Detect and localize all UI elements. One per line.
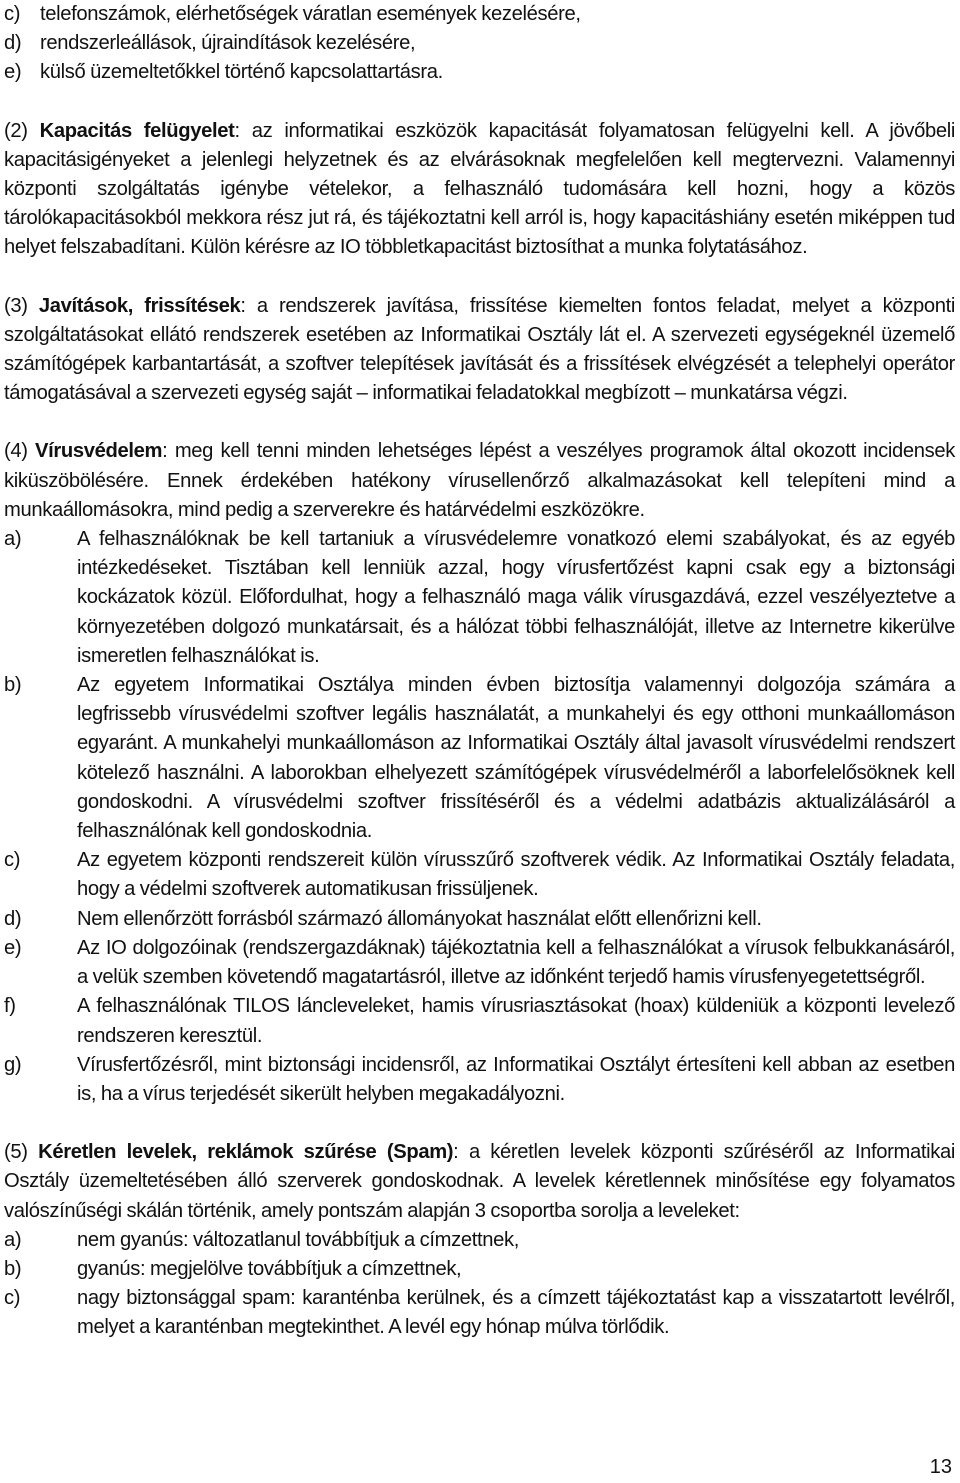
section-title: Kéretlen levelek, reklámok szűrése (Spam) — [38, 1141, 454, 1164]
section-4-list — [4, 525, 955, 1109]
list-item — [4, 29, 955, 58]
list-item — [4, 671, 955, 846]
section-title: Javítások, frissítések — [38, 294, 241, 317]
list-text: gyanús: megjelölve továbbítjuk a címzettnek, — [77, 1257, 462, 1280]
list-marker: f) — [4, 995, 16, 1018]
list-text: Az egyetem Informatikai Osztálya minden évben biztosítja valamennyi dolgozója számára a legfrissebb vírusvédelmi szoftver legális használatát, a munkahelyi és egy otthoni munkaállomáson egyaránt. A munkahelyi munkaállomáson az Informatikai Osztály által javasolt vírusvédelmi rendszert kötelező használni. A laborokban elhelyezett számítógépek vírusvédelméről a laborfelelősöknek kell gondoskodni. A vírusvédelmi szoftver frissítéséről és a védelmi adatbázis aktualizálásáról a felhasználónak kell gondoskodnia. — [77, 674, 955, 843]
list-item — [4, 905, 955, 934]
section-3-paragraph — [4, 292, 955, 409]
list-text: A felhasználónak TILOS láncleveleket, hamis vírusriasztásokat (hoax) küldeniük a központi levelező rendszeren keresztül. — [77, 995, 955, 1047]
section-body: meg kell tenni minden lehetséges lépést a veszélyes programok által okozott incidensek kiküszöbölésére. Ennek érdekében hatékony vírusellenőrző alkalmazásokat kell telepíteni mind a munkaállomásokra, mind pedig a szerverekre és határvédelmi eszközökre. — [4, 440, 956, 521]
list-marker: e) — [4, 936, 22, 959]
section-title: Kapacitás felügyelet — [39, 119, 235, 142]
list-marker: a) — [4, 528, 22, 551]
list-text: Az egyetem központi rendszereit külön vírusszűrő szoftverek védik. Az Informatikai Osztály feladata, hogy a védelmi szoftverek automatikusan frissüljenek. — [77, 849, 955, 901]
list-item — [4, 1051, 955, 1109]
list-item — [4, 934, 955, 992]
section-number: (4) — [4, 440, 28, 463]
section-body: a kéretlen levelek központi szűréséről az Informatikai Osztály üzemeltetésében álló szerverek gondoskodnak. A levelek kéretlennek minősítése egy folyamatos valószínűségi skálán történik, amely pontszám alapján 3 csoportba sorolja a leveleket: — [4, 1141, 955, 1222]
list-item — [4, 0, 955, 29]
list-item — [4, 846, 955, 904]
section-5-list — [4, 1226, 955, 1343]
list-text: külső üzemeltetőkkel történő kapcsolattartásra. — [40, 61, 443, 84]
section-5-paragraph — [4, 1138, 955, 1226]
section-title-separator: : — [162, 440, 168, 463]
document-body — [4, 0, 955, 1343]
page-number: 13 — [929, 1456, 952, 1478]
list-item — [4, 1284, 955, 1342]
section-number: (5) — [4, 1141, 28, 1164]
list-marker: d) — [4, 907, 22, 930]
section-title-separator: : — [234, 119, 240, 142]
section-title-separator: : — [453, 1141, 459, 1164]
section-number: (3) — [4, 294, 28, 317]
section-number: (2) — [4, 119, 28, 142]
list-text: Nem ellenőrzött forrásból származó állományokat használat előtt ellenőrizni kell. — [77, 907, 762, 930]
list-marker: a) — [4, 1228, 22, 1251]
list-text: telefonszámok, elérhetőségek váratlan események kezelésére, — [40, 3, 581, 25]
list-text: Az IO dolgozóinak (rendszergazdáknak) tájékoztatnia kell a felhasználókat a vírusok felbukkanásáról, a velük szemben követendő magatartásról, illetve az időnként terjedő hamis vírusfenyegetettségről. — [77, 936, 955, 989]
list-item — [4, 58, 955, 87]
list-item — [4, 1226, 955, 1255]
section-title: Vírusvédelem — [35, 440, 163, 463]
list-marker: b) — [4, 674, 22, 697]
section-body: a rendszerek javítása, frissítése kiemelten fontos feladat, melyet a központi szolgáltatásokat ellátó rendszerek esetében az Informatikai Osztály lát el. A szervezeti egységeknél üzemelő számítógépek karbantartását, a szoftver telepítések javítását és a frissítések elvégzését a telephelyi operátor támogatásával a szervezeti egység saját – informatikai feladatokkal megbízott – munkatársa végzi. — [4, 294, 955, 405]
list-marker: c) — [4, 1287, 21, 1310]
list-marker: b) — [4, 1257, 22, 1280]
section-body: az informatikai eszközök kapacitását folyamatosan felügyelni kell. A jövőbeli kapacitásigényeket a jelenlegi helyzetnek és az elvárásoknak megfelelően kell megtervezni. Valamennyi központi szolgáltatás igénybe vételekor, a felhasználó tudomására kell hozni, hogy a közös tárolókapacitásokból mekkora rész jut rá, és tájékoztatni kell arról is, hogy kapacitáshiány esetén miképpen tud helyet felszabadítani. Külön kérésre az IO többletkapacitást biztosíthat a munka folytatásához. — [4, 119, 956, 259]
list-marker: e) — [4, 61, 22, 84]
section-title-separator: : — [240, 294, 246, 317]
list-marker: c) — [4, 849, 21, 872]
list-text: A felhasználóknak be kell tartaniuk a vírusvédelemre vonatkozó elemi szabályokat, és az egyéb intézkedéseket. Tisztában kell lenniük azzal, hogy vírusfertőzést kapni csak egy a biztonsági kockázatok közül. Előfordulhat, hogy a felhasználó maga válik vírusgazdává, ezzel veszélyeztetve a környezetében dolgozó munkatársait, és a hálózat többi felhasználóját, illetve az Internetre kikerülve ismeretlen felhasználókat is. — [77, 528, 955, 667]
list-item — [4, 525, 955, 671]
list-text: nagy biztonsággal spam: karanténba kerülnek, és a címzett tájékoztatást kap a visszatartott levélről, melyet a karanténban megtekinthet. A levél egy hónap múlva törlődik. — [77, 1287, 955, 1339]
list-text: rendszerleállások, újraindítások kezelésére, — [40, 32, 416, 55]
list-item — [4, 1255, 955, 1284]
list-text: Vírusfertőzésről, mint biztonsági incidensről, az Informatikai Osztályt értesíteni kell abban az esetben is, ha a vírus terjedését sikerült helyben megakadályozni. — [77, 1053, 955, 1105]
list-text: nem gyanús: változatlanul továbbítjuk a címzettnek, — [77, 1228, 519, 1251]
list-marker: c) — [4, 3, 21, 25]
top-list — [4, 0, 955, 88]
list-marker: d) — [4, 32, 22, 55]
section-2-paragraph — [4, 117, 955, 263]
list-item — [4, 992, 955, 1050]
list-marker: g) — [4, 1053, 22, 1076]
section-4-paragraph — [4, 437, 955, 525]
